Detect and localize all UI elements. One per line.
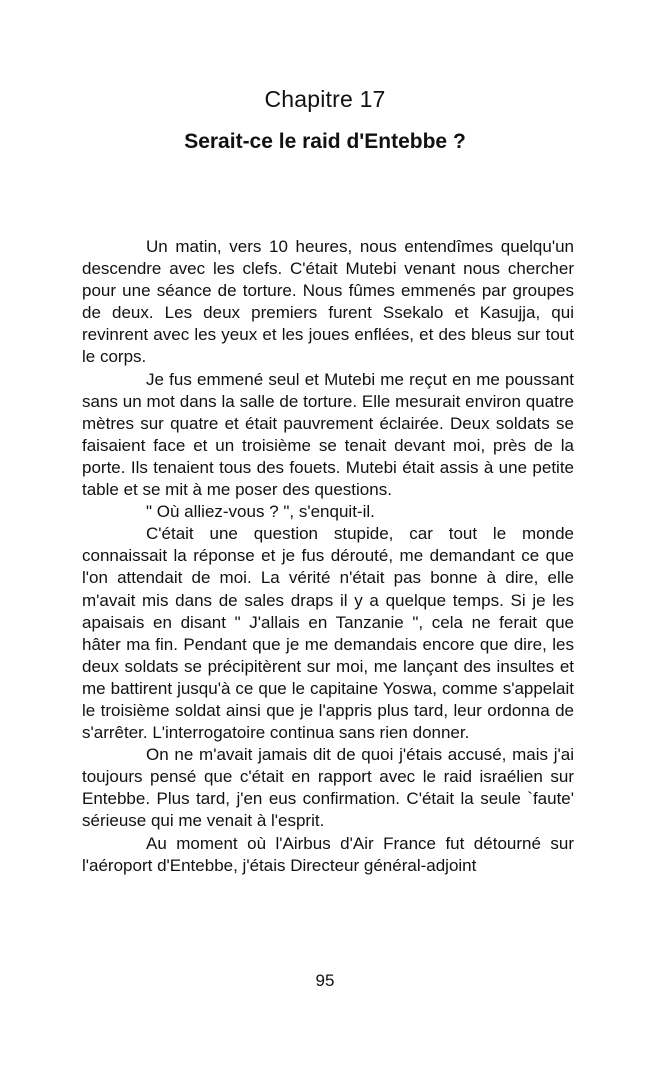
paragraph: Au moment où l'Airbus d'Air France fut détourné sur l'aéroport d'Entebbe, j'étais Directeur général-adjoint	[82, 833, 574, 875]
chapter-number: Chapitre 17	[264, 86, 386, 112]
chapter-body	[82, 236, 574, 877]
paragraph: C'était une question stupide, car tout le monde connaissait la réponse et je fus dérouté, me demandant ce que l'on attendait de moi. La vérité n'était pas bonne à dire, elle m'avait mis dans de sales draps il y a quelque temps. Si je les apaisais en disant " J'allais en Tanzanie ", cela ne ferait que hâter ma fin. Pendant que je me demandais encore que dire, les deux soldats se précipitèrent sur moi, me lançant des insultes et me battirent jusqu'à ce que le capitaine Yoswa, comme s'appelait le troisième soldat ainsi que je l'appris plus tard, leur ordonna de s'arrêter. L'interrogatoire continua sans rien donner.	[82, 524, 574, 743]
paragraph: " Où alliez-vous ? ", s'enquit-il.	[146, 502, 375, 522]
chapter-title: Serait-ce le raid d'Entebbe ?	[184, 130, 466, 153]
paragraph: On ne m'avait jamais dit de quoi j'étais accusé, mais j'ai toujours pensé que c'était en rapport avec le raid israélien sur Entebbe. Plus tard, j'en eus confirmation. C'était la seule `faute' sérieuse qui me venait à l'esprit.	[82, 745, 574, 831]
paragraph: Un matin, vers 10 heures, nous entendîmes quelqu'un descendre avec les clefs. C'était Mutebi venant nous chercher pour une séance de torture. Nous fûmes emmenés par groupes de deux. Les deux premiers furent Ssekalo et Kasujja, qui revinrent avec les yeux et les joues enflées, et des bleus sur tout le corps.	[82, 237, 574, 367]
page-number: 95	[315, 971, 335, 990]
paragraph: Je fus emmené seul et Mutebi me reçut en me poussant sans un mot dans la salle de torture. Elle mesurait environ quatre mètres sur quatre et était pauvrement éclairée. Deux soldats se faisaient face et un troisième se tenait devant moi, près de la porte. Ils tenaient tous des fouets. Mutebi était assis à une petite table et se mit à me poser des questions.	[82, 369, 574, 500]
